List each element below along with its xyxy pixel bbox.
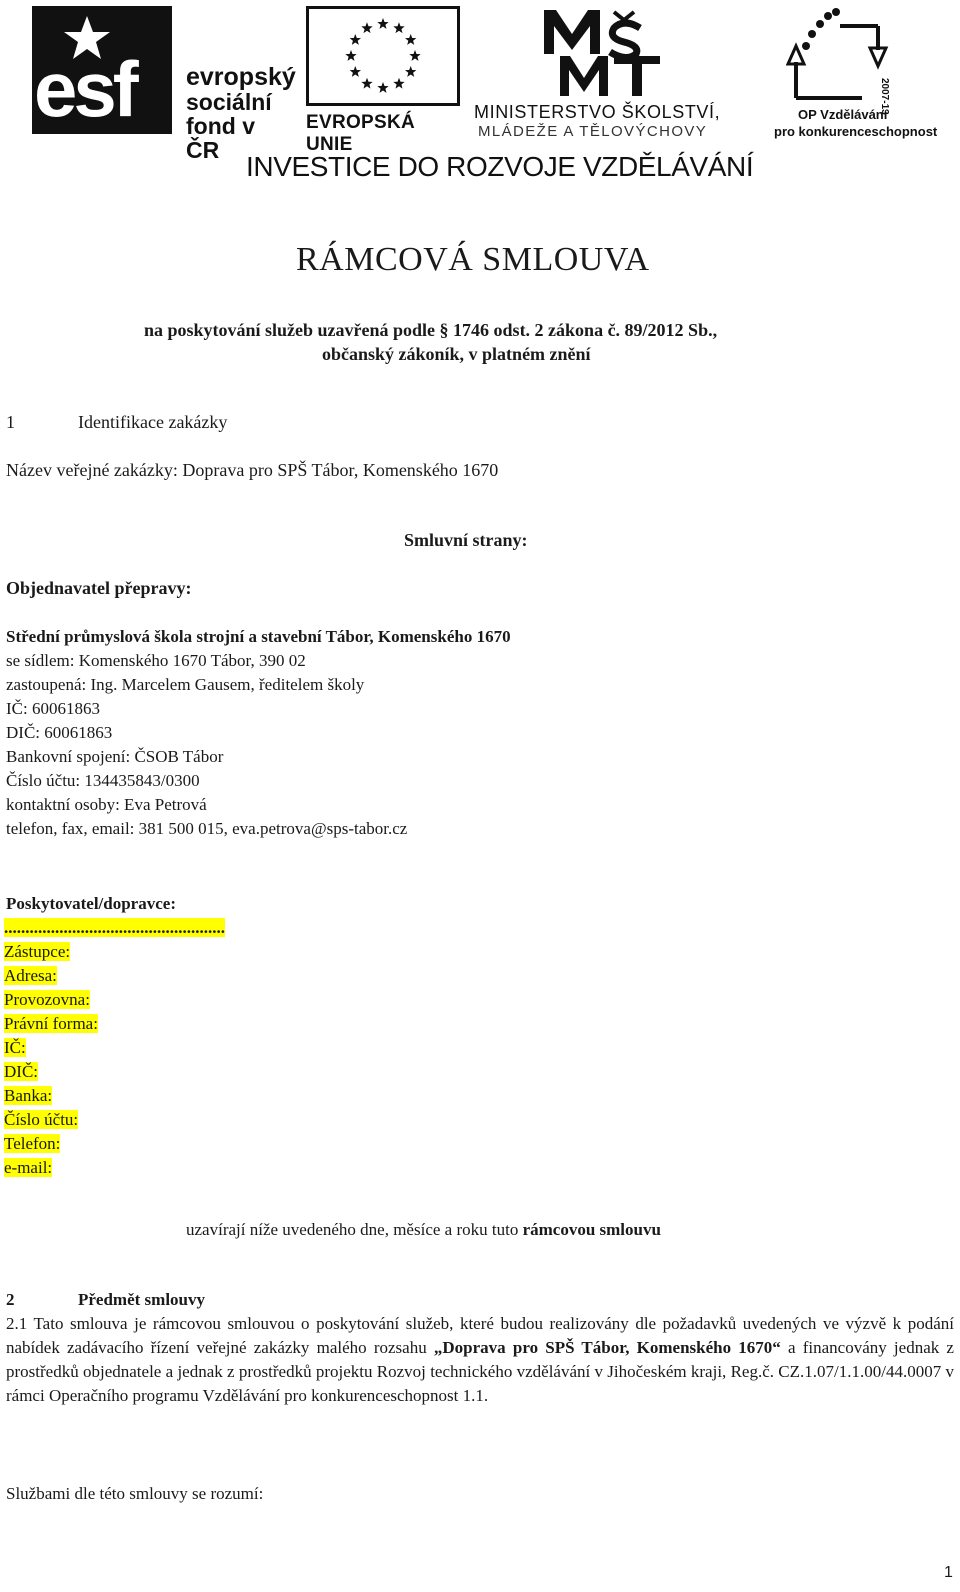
op-logo-years: 2007-13: [879, 78, 890, 115]
concluding-statement-bold: rámcovou smlouvu: [522, 1220, 661, 1239]
paragraph-2-1-text-b: a financovány jednak z prostředků objednatele a jednak z prostředků projektu Rozvoj technického vzdělávání v Jihočeském kraji, Reg.č. CZ.1.07/1.1.00/44.0007 v rámci Operačního programu Vzdělávání pro konkurenceschopnost 1.1.: [6, 1338, 954, 1405]
op-logo-line1: OP Vzdělávání: [798, 107, 888, 122]
ordering-party-label: Objednavatel přepravy:: [6, 578, 192, 598]
eu-star-icon: [405, 34, 416, 45]
document-subtitle-1: na poskytování služeb uzavřená podle § 1746 odst. 2 zákona č. 89/2012 Sb.,: [144, 320, 718, 340]
ordering-party-line: kontaktní osoby: Eva Petrová: [6, 795, 207, 814]
esf-logo: [32, 6, 296, 163]
provider-fields: [4, 916, 225, 1180]
esf-logo-line2: sociální: [186, 89, 272, 115]
concluding-statement-text: uzavírají níže uvedeného dne, měsíce a roku tuto: [186, 1220, 523, 1239]
paragraph-2-1-text-a: 2.1 Tato smlouva je rámcovou smlouvou o poskytování služeb, které budou realizovány dle požadavků uvedených ve výzvě k podání nabídek zadávacího řízení veřejné zakázky malého rozsahu: [6, 1314, 954, 1357]
eu-star-icon: [361, 78, 372, 89]
eu-star-icon: [409, 50, 420, 61]
services-intro: Službami dle této smlouvy se rozumí:: [6, 1484, 264, 1503]
provider-field: Číslo účtu:: [4, 1110, 79, 1129]
page-number: 1: [944, 1564, 953, 1581]
provider-field: Banka:: [4, 1086, 53, 1105]
ordering-party-line: zastoupená: Ing. Marcelem Gausem, ředitelem školy: [6, 675, 365, 694]
section-1-number: 1: [6, 412, 15, 432]
eu-star-icon: [393, 78, 404, 89]
eu-star-icon: [345, 50, 356, 61]
ordering-party-line: DIČ: 60061863: [6, 723, 113, 742]
provider-field: Právní forma:: [4, 1014, 98, 1033]
msmt-logo-line2: MLÁDEŽE A TĚLOVÝCHOVY: [478, 123, 708, 140]
eu-star-icon: [377, 18, 388, 29]
eu-star-icon: [405, 66, 416, 77]
eu-logo-label: EVROPSKÁ UNIE: [306, 112, 416, 155]
eu-star-icon: [361, 22, 372, 33]
esf-logo-mark: esf: [34, 45, 135, 133]
concluding-statement: [186, 1218, 661, 1242]
eu-star-icon: [377, 82, 388, 93]
provider-label: Poskytovatel/dopravce:: [6, 894, 176, 913]
contract-name: Název veřejné zakázky: Doprava pro SPŠ Tábor, Komenského 1670: [6, 460, 499, 480]
ordering-party-details: [6, 649, 407, 841]
provider-field: DIČ:: [4, 1062, 38, 1081]
paragraph-2-1: [6, 1312, 954, 1408]
provider-field: Telefon:: [4, 1134, 61, 1153]
eu-star-icon: [393, 22, 404, 33]
paragraph-2-1-bold: „Doprava pro SPŠ Tábor, Komenského 1670“: [433, 1338, 781, 1357]
provider-field: e-mail:: [4, 1158, 53, 1177]
ordering-party-line: se sídlem: Komenského 1670 Tábor, 390 02: [6, 651, 306, 670]
op-logo-line2: pro konkurenceschopnost: [774, 124, 938, 139]
esf-logo-line3: fond v ČR: [186, 113, 255, 163]
document-subtitle-2: občanský zákoník, v platném znění: [322, 344, 591, 364]
section-1-title: Identifikace zakázky: [78, 412, 228, 432]
provider-field: IČ:: [4, 1038, 26, 1057]
provider-field: Adresa:: [4, 966, 57, 985]
provider-field: Zástupce:: [4, 942, 71, 961]
eu-stars-icon: [309, 9, 457, 103]
header-banner: INVESTICE DO ROZVOJE VZDĚLÁVÁNÍ: [246, 151, 754, 182]
op-arrows-icon: [786, 6, 890, 102]
provider-field: Provozovna:: [4, 990, 90, 1009]
contracting-parties-heading: Smluvní strany:: [404, 530, 528, 550]
section-2-title: Předmět smlouvy: [78, 1290, 206, 1309]
esf-logo-line1: evropský: [186, 63, 296, 91]
document-title: RÁMCOVÁ SMLOUVA: [296, 241, 650, 278]
eu-flag: [306, 6, 460, 106]
msmt-logo: [472, 6, 740, 140]
provider-name-placeholder: ....................................................: [4, 918, 225, 937]
msmt-logo-line1: MINISTERSTVO ŠKOLSTVÍ,: [474, 102, 721, 122]
ordering-party-line: Bankovní spojení: ČSOB Tábor: [6, 747, 224, 766]
ordering-party-line: Číslo účtu: 134435843/0300: [6, 771, 200, 790]
eu-logo: [306, 6, 464, 155]
eu-star-icon: [350, 66, 361, 77]
ordering-party-line: IČ: 60061863: [6, 699, 100, 718]
msmt-mark-icon: [540, 6, 670, 98]
eu-star-icon: [350, 34, 361, 45]
op-logo: [774, 6, 938, 139]
ordering-party-line: telefon, fax, email: 381 500 015, eva.petrova@sps-tabor.cz: [6, 819, 408, 838]
section-2-number: 2: [6, 1290, 15, 1309]
ordering-party-name: Střední průmyslová škola strojní a stavební Tábor, Komenského 1670: [6, 627, 511, 646]
